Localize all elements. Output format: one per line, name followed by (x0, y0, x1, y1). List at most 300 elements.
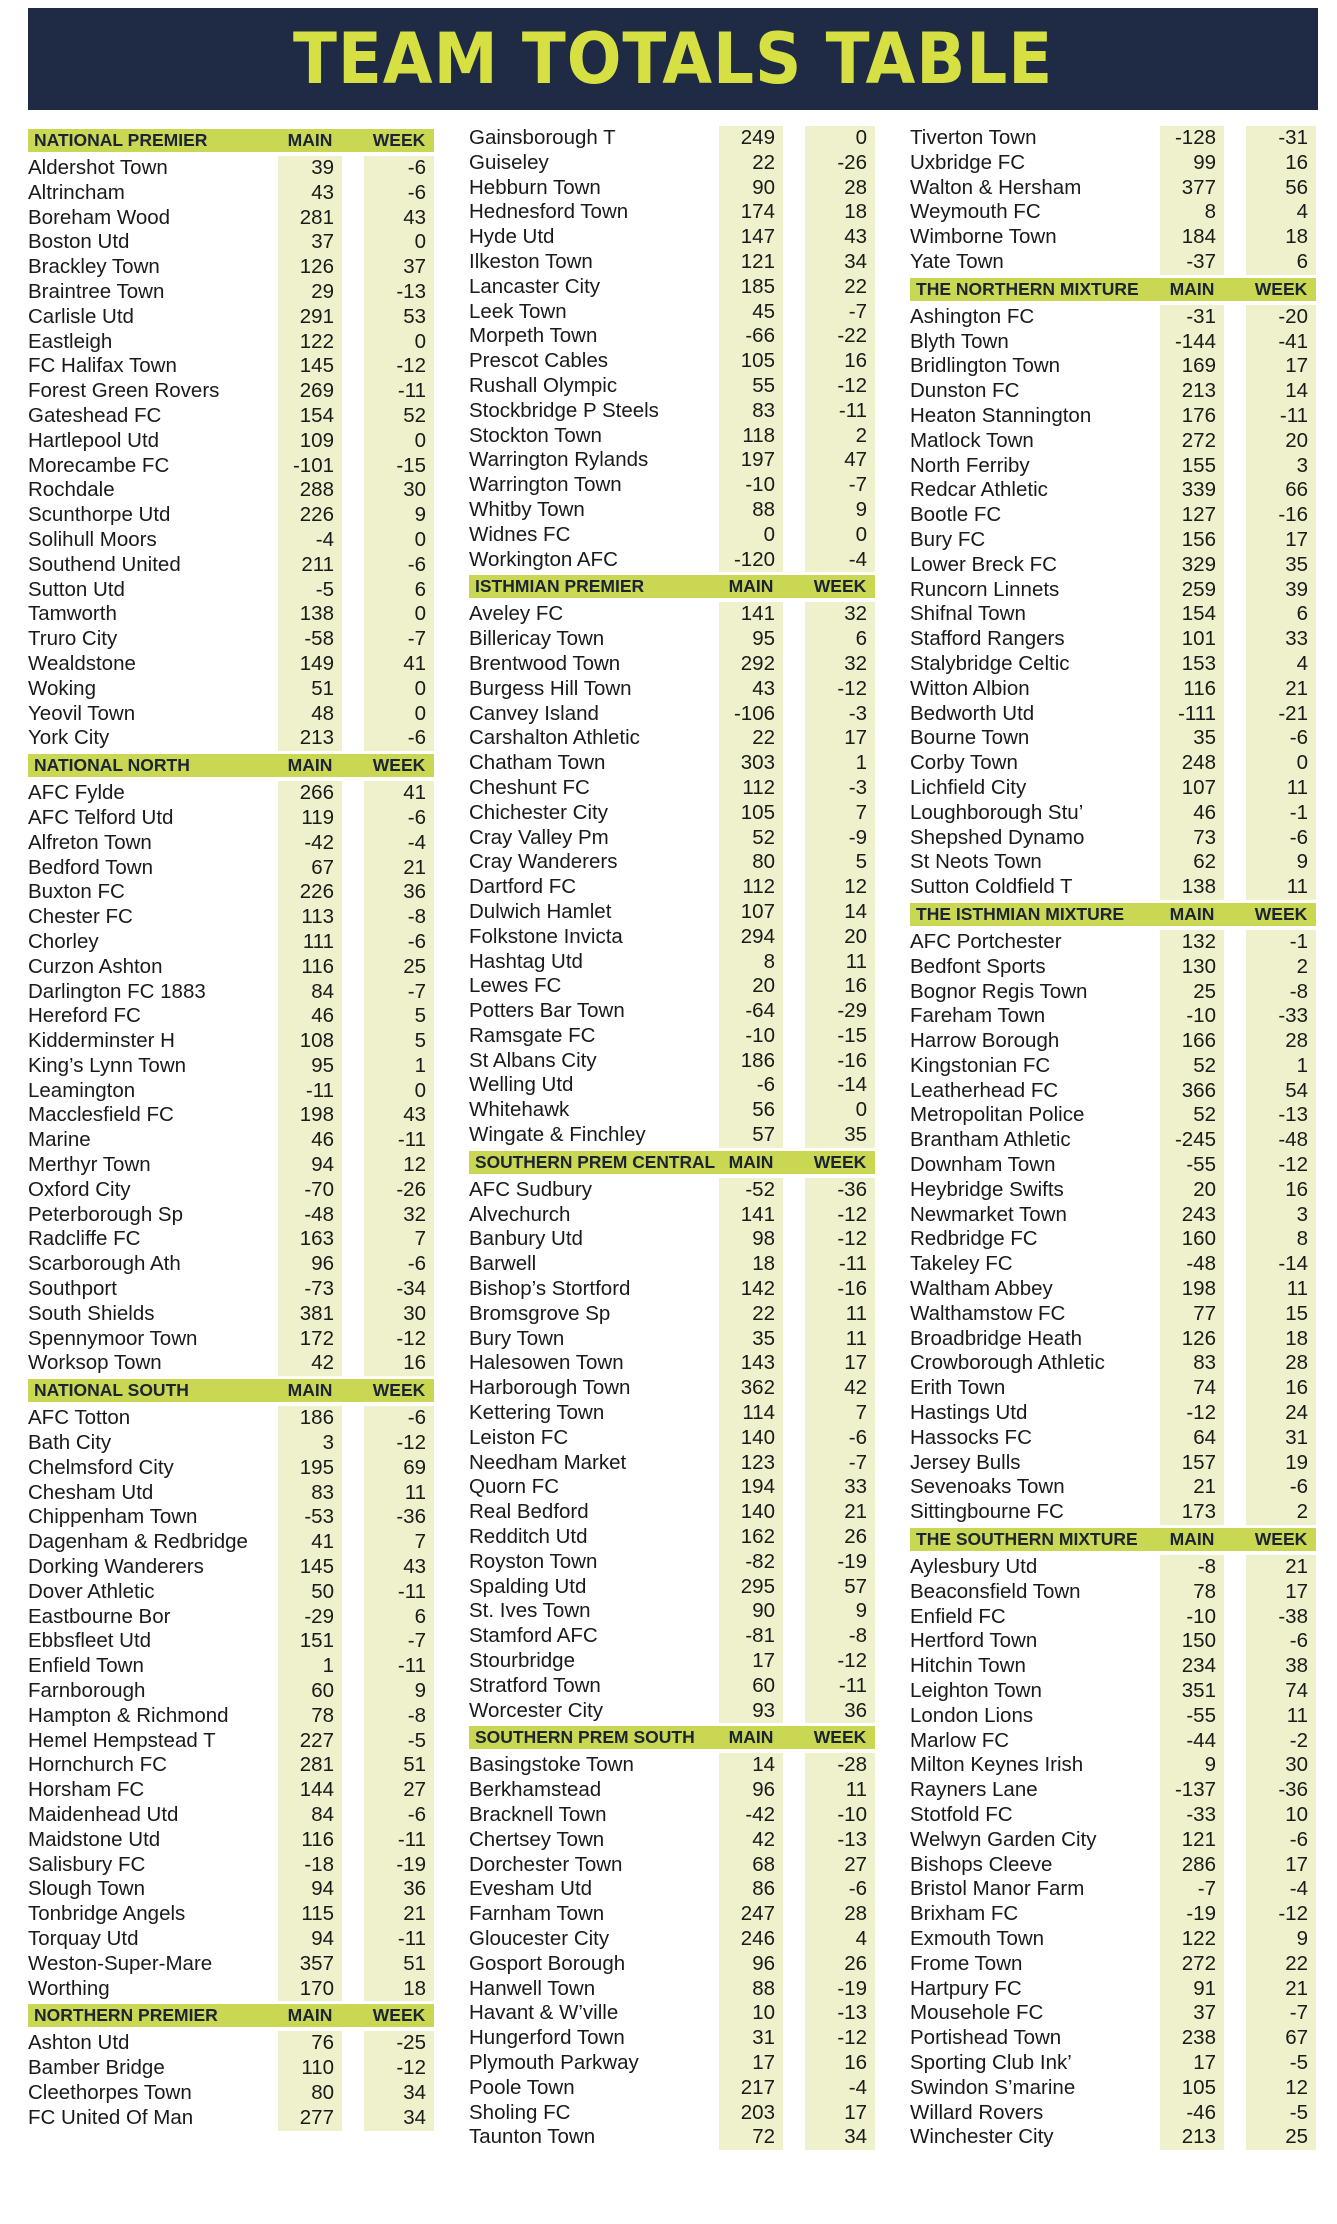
main-total: -10 (719, 473, 783, 498)
main-total: 56 (719, 1098, 783, 1123)
main-total: 94 (278, 1153, 342, 1178)
main-total: 111 (278, 930, 342, 955)
week-total: 42 (805, 1376, 875, 1401)
team-name: Slough Town (28, 1877, 146, 1901)
week-total: -26 (364, 1178, 434, 1203)
team-row (28, 1054, 448, 1079)
week-total: -31 (1246, 126, 1316, 151)
main-total: 46 (278, 1004, 342, 1029)
team-name: Ilkeston Town (469, 249, 593, 273)
week-total: -8 (364, 1704, 434, 1729)
team-name: Maidstone Utd (28, 1827, 161, 1851)
team-name: Buxton FC (28, 880, 125, 904)
week-total: -6 (364, 1406, 434, 1431)
week-total: 14 (1246, 379, 1316, 404)
team-name: Leamington (28, 1078, 136, 1102)
team-row (910, 429, 1330, 454)
team-name: Wimborne Town (910, 225, 1057, 249)
team-row (910, 454, 1330, 479)
main-total: 37 (1160, 2001, 1224, 2026)
main-column-header: MAIN (1169, 903, 1215, 924)
main-total: 67 (278, 856, 342, 881)
team-row (469, 2001, 889, 2026)
week-total: 34 (364, 2081, 434, 2106)
team-name: Chertsey Town (469, 1827, 605, 1851)
team-row (28, 379, 448, 404)
team-row (469, 1073, 889, 1098)
week-total: -6 (364, 806, 434, 831)
main-total: 118 (719, 424, 783, 449)
main-total: 46 (278, 1128, 342, 1153)
week-total: -16 (805, 1277, 875, 1302)
team-row (910, 1302, 1330, 1327)
team-name: King’s Lynn Town (28, 1053, 187, 1077)
week-column-header: WEEK (813, 576, 867, 597)
team-name: Maidenhead Utd (28, 1803, 179, 1826)
week-total: 25 (364, 955, 434, 980)
team-name: Billericay Town (469, 627, 605, 651)
main-total: -46 (1160, 2101, 1224, 2126)
main-total: 185 (719, 275, 783, 300)
main-total: 95 (719, 627, 783, 652)
main-total: 227 (278, 1729, 342, 1754)
main-total: 115 (278, 1902, 342, 1927)
week-total: -2 (1246, 1729, 1316, 1754)
team-row (469, 448, 889, 473)
main-total: 194 (719, 1475, 783, 1500)
week-total: 28 (1246, 1351, 1316, 1376)
main-total: 113 (278, 905, 342, 930)
main-total: 3 (278, 1431, 342, 1456)
main-total: 295 (719, 1575, 783, 1600)
team-row (28, 1902, 448, 1927)
team-name: Bamber Bridge (28, 2056, 165, 2080)
team-row (910, 955, 1330, 980)
main-total: 288 (278, 478, 342, 503)
team-name: Kidderminster H (28, 1029, 175, 1053)
main-total: 234 (1160, 1654, 1224, 1679)
team-name: Bromsgrove Sp (469, 1301, 611, 1325)
week-total: 74 (1246, 1679, 1316, 1704)
team-row (469, 1778, 889, 1803)
week-total: 35 (1246, 553, 1316, 578)
week-total: -11 (364, 379, 434, 404)
main-total: 110 (278, 2056, 342, 2081)
main-total: 105 (1160, 2076, 1224, 2101)
week-total: 1 (364, 1054, 434, 1079)
team-row (469, 1475, 889, 1500)
week-total: 0 (364, 677, 434, 702)
team-row (469, 875, 889, 900)
week-total: 67 (1246, 2026, 1316, 2051)
team-row (910, 751, 1330, 776)
team-name: Chester FC (28, 905, 133, 929)
team-name: Hednesford Town (469, 200, 629, 224)
week-total: 6 (1246, 602, 1316, 627)
week-total: -4 (1246, 1877, 1316, 1902)
team-name: Gosport Borough (469, 1951, 626, 1975)
team-name: Brantham Athletic (910, 1128, 1071, 1152)
main-total: 62 (1160, 850, 1224, 875)
team-row (910, 1054, 1330, 1079)
main-total: 52 (1160, 1054, 1224, 1079)
team-row (469, 2051, 889, 2076)
section-header (469, 575, 875, 598)
team-name: Truro City (28, 627, 118, 651)
team-row (469, 225, 889, 250)
main-total: -48 (278, 1203, 342, 1228)
team-name: Bath City (28, 1431, 112, 1455)
week-total: 0 (364, 702, 434, 727)
team-name: FC United Of Man (28, 2105, 194, 2129)
team-name: Wealdstone (28, 651, 136, 675)
main-total: 176 (1160, 404, 1224, 429)
team-name: Bristol Manor Farm (910, 1877, 1085, 1901)
section-header (28, 129, 434, 152)
week-total: -12 (1246, 1153, 1316, 1178)
team-name: Aveley FC (469, 602, 564, 626)
team-name: Hartlepool Utd (28, 428, 160, 452)
team-row (469, 176, 889, 201)
team-row (910, 553, 1330, 578)
team-name: Shepshed Dynamo (910, 825, 1085, 849)
week-total: 0 (805, 126, 875, 151)
team-row (28, 429, 448, 454)
team-row (469, 627, 889, 652)
main-total: 84 (278, 980, 342, 1005)
team-row (28, 1803, 448, 1828)
team-row (469, 677, 889, 702)
team-name: Tonbridge Angels (28, 1902, 186, 1926)
team-name: Ashton Utd (28, 2031, 130, 2055)
team-name: Sevenoaks Town (910, 1475, 1065, 1499)
team-name: Curzon Ashton (28, 954, 163, 978)
week-total: 27 (805, 1853, 875, 1878)
week-total: -15 (364, 454, 434, 479)
week-total: -41 (1246, 330, 1316, 355)
team-row (910, 1977, 1330, 2002)
week-total: -36 (1246, 1778, 1316, 1803)
week-total: -7 (364, 627, 434, 652)
main-total: 74 (1160, 1376, 1224, 1401)
team-name: Bishops Cleeve (910, 1852, 1053, 1876)
week-total: 18 (1246, 225, 1316, 250)
team-row (28, 1327, 448, 1352)
team-name: Scunthorpe Utd (28, 503, 171, 527)
team-row (469, 751, 889, 776)
main-total: -73 (278, 1277, 342, 1302)
team-row (469, 850, 889, 875)
week-total: -6 (364, 1252, 434, 1277)
main-total: 281 (278, 206, 342, 231)
team-row (469, 602, 889, 627)
team-row (469, 826, 889, 851)
main-total: 147 (719, 225, 783, 250)
main-total: -66 (719, 324, 783, 349)
team-name: Shifnal Town (910, 602, 1026, 626)
main-total: 184 (1160, 225, 1224, 250)
week-total: 36 (805, 1699, 875, 1724)
week-total: 24 (1246, 1401, 1316, 1426)
week-total: 21 (364, 856, 434, 881)
main-total: 90 (719, 1599, 783, 1624)
week-total: 26 (805, 1952, 875, 1977)
team-name: Whitby Town (469, 497, 585, 521)
main-total: -52 (719, 1178, 783, 1203)
week-column-header: WEEK (1254, 278, 1308, 299)
main-total: 292 (719, 652, 783, 677)
team-name: Radcliffe FC (28, 1227, 141, 1251)
main-total: 162 (719, 1525, 783, 1550)
section-header (910, 903, 1316, 926)
team-name: AFC Fylde (28, 781, 125, 805)
team-name: Ashington FC (910, 304, 1035, 328)
team-row (28, 1227, 448, 1252)
team-row (28, 1605, 448, 1630)
team-row (469, 1351, 889, 1376)
team-row (28, 930, 448, 955)
section-title: NATIONAL SOUTH (34, 1380, 189, 1401)
main-total: 57 (719, 1123, 783, 1148)
team-row (469, 1624, 889, 1649)
team-row (469, 1525, 889, 1550)
team-row (28, 1555, 448, 1580)
main-total: -5 (278, 578, 342, 603)
section-title: SOUTHERN PREM CENTRAL (475, 1151, 716, 1172)
team-name: Hastings Utd (910, 1401, 1028, 1425)
team-name: Sporting Club Ink’ (910, 2050, 1072, 2074)
week-total: 43 (364, 1103, 434, 1128)
week-total: -12 (805, 1649, 875, 1674)
team-name: Bootle FC (910, 503, 1002, 527)
main-total: 105 (719, 801, 783, 826)
main-total: 42 (719, 1828, 783, 1853)
main-total: 107 (1160, 776, 1224, 801)
team-row (469, 1227, 889, 1252)
main-total: -55 (1160, 1704, 1224, 1729)
team-row (469, 1977, 889, 2002)
team-row (469, 801, 889, 826)
team-name: Jersey Bulls (910, 1450, 1021, 1474)
team-name: Burgess Hill Town (469, 676, 632, 700)
team-name: Woking (28, 676, 96, 700)
team-row (910, 602, 1330, 627)
team-row (910, 776, 1330, 801)
main-total: 76 (278, 2031, 342, 2056)
column-1 (28, 126, 448, 2131)
week-column-header: WEEK (813, 1727, 867, 1748)
week-total: -13 (1246, 1103, 1316, 1128)
team-name: Salisbury FC (28, 1852, 146, 1876)
team-name: Bognor Regis Town (910, 979, 1088, 1003)
week-total: 0 (364, 1079, 434, 1104)
team-row (469, 974, 889, 999)
main-total: 25 (1160, 980, 1224, 1005)
week-total: -11 (364, 1927, 434, 1952)
team-name: Carshalton Athletic (469, 726, 640, 750)
team-name: Poole Town (469, 2075, 575, 2099)
team-row (28, 1952, 448, 1977)
main-total: 112 (719, 875, 783, 900)
team-row (28, 806, 448, 831)
main-total: 98 (719, 1227, 783, 1252)
team-name: Farnham Town (469, 1902, 605, 1926)
main-total: 22 (719, 151, 783, 176)
team-name: Scarborough Ath (28, 1252, 181, 1276)
week-total: -12 (364, 1431, 434, 1456)
team-row (469, 399, 889, 424)
main-total: 37 (278, 230, 342, 255)
team-row (910, 677, 1330, 702)
team-row (28, 1977, 448, 2002)
team-row (28, 553, 448, 578)
team-name: Loughborough Stu’ (910, 800, 1084, 824)
week-total: 6 (364, 1605, 434, 1630)
team-name: Heaton Stannington (910, 403, 1092, 427)
main-total: 1 (278, 1654, 342, 1679)
team-name: Lancaster City (469, 274, 601, 298)
team-row (28, 1406, 448, 1431)
team-name: Bedford Town (28, 855, 153, 879)
main-total: 18 (719, 1252, 783, 1277)
main-total: -82 (719, 1550, 783, 1575)
week-total: -6 (364, 553, 434, 578)
week-total: -21 (1246, 702, 1316, 727)
main-total: 366 (1160, 1079, 1224, 1104)
team-name: Sholing FC (469, 2100, 571, 2124)
main-total: -106 (719, 702, 783, 727)
week-total: -6 (364, 156, 434, 181)
week-total: 17 (805, 1351, 875, 1376)
team-name: Hyde Utd (469, 225, 555, 249)
week-total: 26 (805, 1525, 875, 1550)
main-total: 277 (278, 2106, 342, 2131)
week-total: -5 (1246, 2101, 1316, 2126)
team-row (469, 2125, 889, 2150)
main-total: 357 (278, 1952, 342, 1977)
team-name: Chatham Town (469, 751, 606, 775)
team-name: Stafford Rangers (910, 627, 1065, 651)
week-total: -12 (1246, 1902, 1316, 1927)
main-total: 83 (1160, 1351, 1224, 1376)
team-name: Bridlington Town (910, 354, 1061, 378)
week-column-header: WEEK (372, 2005, 426, 2026)
week-column-header: WEEK (372, 1380, 426, 1401)
week-column-header: WEEK (372, 130, 426, 150)
team-name: Gloucester City (469, 1926, 610, 1950)
team-name: Walthamstow FC (910, 1301, 1066, 1325)
week-total: 12 (805, 875, 875, 900)
main-total: 68 (719, 1853, 783, 1878)
week-total: 14 (805, 900, 875, 925)
main-total: 105 (719, 349, 783, 374)
team-name: Dulwich Hamlet (469, 899, 612, 923)
team-name: Chesham Utd (28, 1480, 154, 1504)
week-total: 21 (1246, 1555, 1316, 1580)
team-name: London Lions (910, 1703, 1034, 1727)
main-total: 8 (1160, 200, 1224, 225)
main-total: 107 (719, 900, 783, 925)
week-total: 11 (1246, 875, 1316, 900)
team-row (28, 1828, 448, 1853)
team-name: Kettering Town (469, 1401, 605, 1425)
week-total: -25 (364, 2031, 434, 2056)
week-total: 18 (1246, 1327, 1316, 1352)
team-name: Macclesfield FC (28, 1103, 174, 1127)
week-total: 5 (805, 850, 875, 875)
main-total: -4 (278, 528, 342, 553)
team-name: Lewes FC (469, 974, 562, 998)
team-row (28, 1481, 448, 1506)
week-total: 6 (1246, 250, 1316, 275)
week-total: 0 (1246, 751, 1316, 776)
week-total: 20 (805, 925, 875, 950)
team-row (28, 856, 448, 881)
team-name: Southport (28, 1277, 117, 1301)
team-row (910, 1327, 1330, 1352)
team-row (910, 1277, 1330, 1302)
main-total: 160 (1160, 1227, 1224, 1252)
team-name: Sutton Utd (28, 577, 125, 601)
team-name: Bourne Town (910, 726, 1030, 750)
team-name: Havant & W’ville (469, 2001, 619, 2025)
week-total: 0 (364, 230, 434, 255)
week-total: -4 (805, 2076, 875, 2101)
team-name: Hitchin Town (910, 1654, 1026, 1678)
section-title: SOUTHERN PREM SOUTH (475, 1727, 695, 1748)
week-total: 1 (805, 751, 875, 776)
main-total: -64 (719, 999, 783, 1024)
week-total: 0 (364, 429, 434, 454)
week-total: -36 (805, 1178, 875, 1203)
team-name: Stratford Town (469, 1673, 601, 1697)
week-total: -6 (1246, 1475, 1316, 1500)
team-row (28, 980, 448, 1005)
team-name: Torquay Utd (28, 1926, 139, 1950)
team-name: Dunston FC (910, 379, 1020, 403)
team-row (910, 1753, 1330, 1778)
main-total: 226 (278, 503, 342, 528)
team-name: Braintree Town (28, 279, 165, 303)
main-total: 138 (278, 602, 342, 627)
team-name: Winchester City (910, 2125, 1054, 2149)
team-name: Brentwood Town (469, 651, 621, 675)
team-row (469, 1327, 889, 1352)
team-name: Kingstonian FC (910, 1053, 1051, 1077)
main-total: 119 (278, 806, 342, 831)
team-name: Marlow FC (910, 1728, 1010, 1752)
main-total: 17 (1160, 2051, 1224, 2076)
team-row (910, 2026, 1330, 2051)
week-total: 28 (805, 176, 875, 201)
team-row (469, 1123, 889, 1148)
team-row (28, 652, 448, 677)
week-total: -6 (1246, 726, 1316, 751)
week-total: 17 (1246, 528, 1316, 553)
team-row (469, 424, 889, 449)
team-row (28, 156, 448, 181)
team-name: Spennymoor Town (28, 1326, 198, 1350)
main-total: 286 (1160, 1853, 1224, 1878)
team-row (910, 1500, 1330, 1525)
week-total: 11 (1246, 1277, 1316, 1302)
team-row (28, 1679, 448, 1704)
team-name: Barwell (469, 1252, 537, 1276)
main-total: 116 (1160, 677, 1224, 702)
main-total: -10 (1160, 1004, 1224, 1029)
main-total: 78 (278, 1704, 342, 1729)
week-total: -8 (805, 1624, 875, 1649)
